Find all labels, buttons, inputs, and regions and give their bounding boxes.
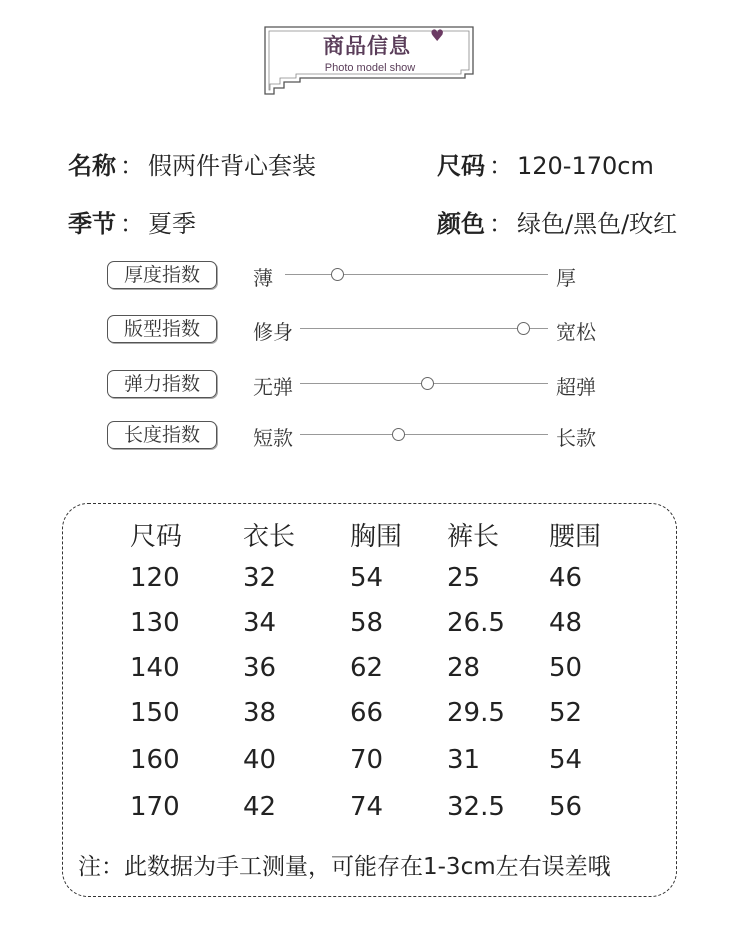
table-cell: 56 (549, 792, 583, 822)
scale-label: 长度指数 (107, 421, 217, 449)
table-cell: 31 (447, 745, 481, 775)
table-cell: 40 (243, 745, 277, 775)
info-color-sep: ： (489, 210, 513, 238)
table-cell: 28 (447, 653, 481, 683)
badge-title: 商品信息 (323, 34, 411, 58)
table-cell: 42 (243, 792, 277, 822)
table-cell: 34 (243, 608, 277, 638)
measurement-note: 注：此数据为手工测量，可能存在1-3cm左右误差哦 (78, 854, 611, 880)
table-cell: 54 (350, 563, 384, 593)
scale-track (300, 328, 548, 329)
table-cell: 70 (350, 745, 384, 775)
info-name-value: 假两件背心套装 (148, 152, 316, 180)
heart-icon: ♥ (430, 26, 445, 45)
info-season-value: 夏季 (148, 210, 196, 238)
product-info-badge (260, 22, 480, 102)
info-color-value: 绿色/黑色/玫红 (517, 210, 678, 238)
table-cell: 160 (130, 745, 180, 775)
scale-left-text: 短款 (253, 426, 293, 450)
table-header-size: 尺码 (130, 522, 183, 552)
info-size-value: 120-170cm (517, 152, 654, 180)
scale-right-text: 厚 (556, 266, 576, 290)
table-cell: 62 (350, 653, 384, 683)
info-color (437, 204, 677, 239)
table-header-waist: 腰围 (549, 522, 602, 552)
table-cell: 50 (549, 653, 583, 683)
table-cell: 32 (243, 563, 277, 593)
table-cell: 26.5 (447, 608, 505, 638)
table-cell: 120 (130, 563, 180, 593)
table-cell: 130 (130, 608, 180, 638)
info-size (437, 146, 654, 181)
table-cell: 32.5 (447, 792, 505, 822)
table-cell: 74 (350, 792, 384, 822)
scale-track (285, 274, 548, 275)
scale-knob (331, 268, 344, 281)
scale-label: 弹力指数 (107, 370, 217, 398)
info-name-label: 名称 (68, 152, 116, 180)
table-cell: 52 (549, 698, 583, 728)
table-cell: 170 (130, 792, 180, 822)
info-color-label: 颜色 (437, 210, 485, 238)
scale-label: 版型指数 (107, 315, 217, 343)
scale-knob (517, 322, 530, 335)
table-header-chest: 胸围 (350, 522, 403, 552)
table-cell: 66 (350, 698, 384, 728)
scale-left-text: 修身 (253, 320, 293, 344)
scale-right-text: 超弹 (556, 375, 596, 399)
table-cell: 150 (130, 698, 180, 728)
scale-track (300, 434, 548, 435)
scale-right-text: 长款 (556, 426, 596, 450)
table-cell: 54 (549, 745, 583, 775)
scale-label: 厚度指数 (107, 261, 217, 289)
scale-left-text: 无弹 (253, 375, 293, 399)
info-name-sep: ： (120, 152, 144, 180)
scale-left-text: 薄 (253, 266, 273, 290)
table-cell: 25 (447, 563, 481, 593)
table-cell: 36 (243, 653, 277, 683)
info-size-label: 尺码 (437, 152, 485, 180)
info-name (68, 146, 316, 181)
info-size-sep: ： (489, 152, 513, 180)
info-season-label: 季节 (68, 210, 116, 238)
info-season-sep: ： (120, 210, 144, 238)
table-header-pants-length: 裤长 (447, 522, 500, 552)
table-cell: 38 (243, 698, 277, 728)
badge-subtitle: Photo model show (324, 62, 416, 74)
scale-knob (392, 428, 405, 441)
info-season (68, 204, 196, 239)
table-cell: 58 (350, 608, 384, 638)
table-cell: 29.5 (447, 698, 505, 728)
table-cell: 140 (130, 653, 180, 683)
table-cell: 48 (549, 608, 583, 638)
table-cell: 46 (549, 563, 583, 593)
scale-knob (421, 377, 434, 390)
scale-right-text: 宽松 (556, 320, 596, 344)
table-header-length: 衣长 (243, 522, 296, 552)
